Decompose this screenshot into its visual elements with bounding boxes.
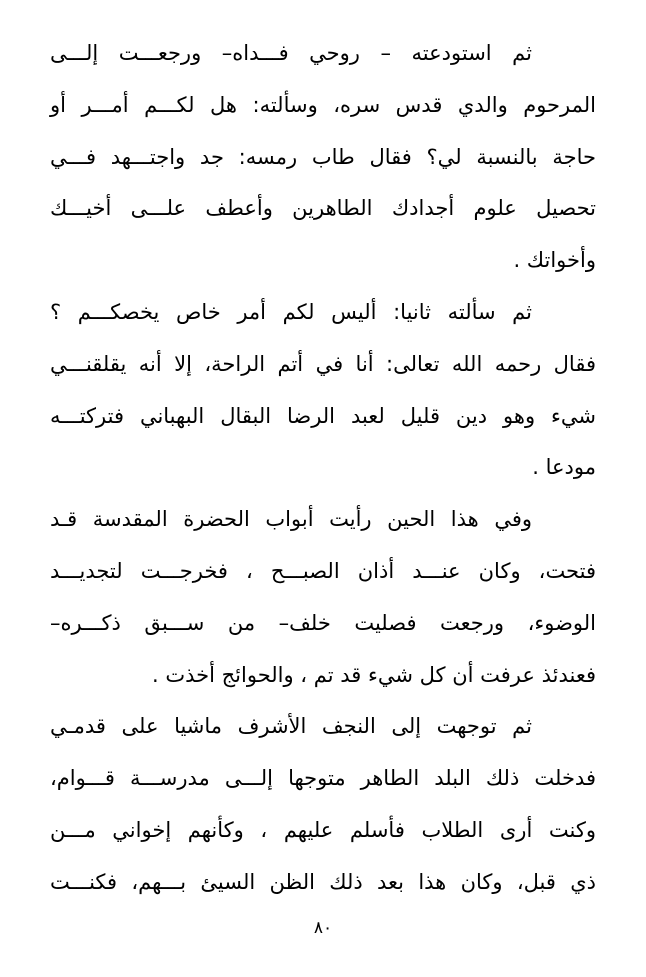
text-line: مودعا . — [532, 455, 596, 480]
text-line: تحصيل علوم أجدادك الطاهرين وأعطف علـــى أخيـــك — [50, 196, 596, 221]
text-line: فقال رحمه الله تعالى: أنا في أتم الراحة، إلا أنه يقلقنـــي — [50, 351, 596, 376]
text-line: ثم استودعته – روحي فـــداه– ورجعـــت إلـــى — [50, 41, 532, 65]
text-line: ثم سألته ثانيا: أليس لكم أمر خاص يخصكـــم ؟ — [50, 299, 532, 324]
text-line: وكنت أرى الطلاب فأسلم عليهم ، وكأنهم إخواني مـــن — [50, 817, 596, 842]
text-line: وفي هذا الحين رأيت أبواب الحضرة المقدسة قـد — [50, 507, 532, 532]
page-number: ٨٠ — [313, 918, 333, 938]
text-line: فعندئذ عرفت أن كل شيء قد تم ، والحوائج أخذت . — [151, 662, 596, 687]
text-line: فدخلت ذلك البلد الطاهر متوجها إلـــى مدرســـة قـــوام، — [50, 766, 596, 791]
text-line: المرحوم والدي قدس سره، وسألته: هل لكـــم أمـــر أو — [50, 92, 596, 117]
text-line: الوضوء، ورجعت فصليت خلف– من ســـبق ذكـــره– — [50, 610, 596, 635]
text-line: وأخواتك . — [513, 248, 596, 273]
text-line: ذي قبل، وكان هذا بعد ذلك الظن السيئ بـــهم، فكنـــت — [50, 869, 596, 894]
text-line: شيء وهو دين قليل لعبد الرضا البقال البهباني فتركتـــه — [50, 403, 596, 428]
text-line: حاجة بالنسبة لي؟ فقال طاب رمسه: جد واجتـــهد فـــي — [50, 144, 596, 169]
body-text — [50, 28, 596, 909]
text-line: ثم توجهت إلى النجف الأشرف ماشيا على قدمـي — [50, 714, 532, 739]
text-line: فتحت، وكان عنـــد أذان الصبـــح ، فخرجـــت لتجديـــد — [50, 558, 596, 583]
